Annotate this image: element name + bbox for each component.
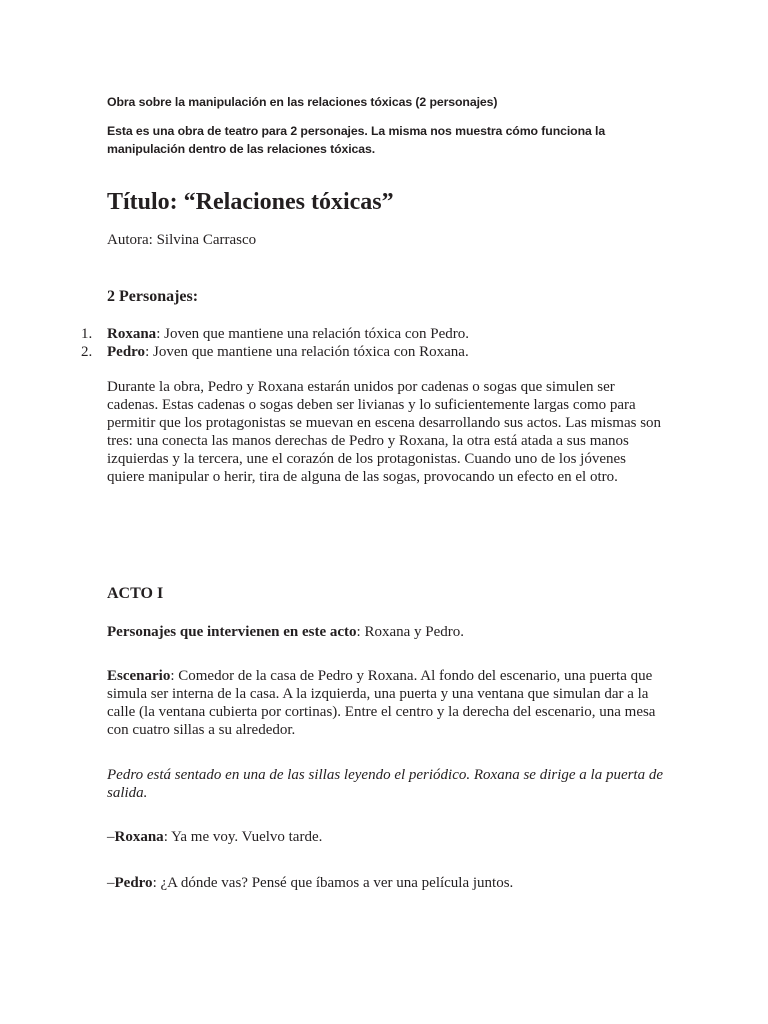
character-separator: : bbox=[156, 326, 165, 342]
character-name: Pedro bbox=[107, 344, 146, 360]
play-title: Título: “Relaciones tóxicas” bbox=[107, 189, 394, 215]
character-description: Joven que mantiene una relación tóxica con Pedro. bbox=[164, 326, 470, 342]
scene-label: Escenario bbox=[107, 668, 171, 684]
dialogue-speaker: Roxana bbox=[114, 829, 164, 845]
intro-title: Obra sobre la manipulación en las relaciones tóxicas (2 personajes) bbox=[107, 95, 498, 109]
dialogue-separator: : bbox=[152, 875, 161, 891]
list-number: 2. bbox=[81, 344, 93, 360]
play-author: Autora: Silvina Carrasco bbox=[107, 232, 257, 248]
scene-text: Comedor de la casa de Pedro y Roxana. Al fondo del escenario, una puerta que simula ser interna de la casa. A la izquierda, una puerta y una ventana que simulan dar a la calle (la ventana cubierta por cortinas). Entre el centro y la derecha del escenario, una mesa con cuatro sillas a su alrededor. bbox=[107, 668, 656, 738]
character-description: Joven que mantiene una relación tóxica con Roxana. bbox=[152, 344, 469, 360]
character-name: Roxana bbox=[107, 326, 157, 342]
act-scene bbox=[107, 667, 663, 739]
list-number: 1. bbox=[81, 326, 93, 342]
dialogue-dash: – bbox=[107, 829, 115, 845]
act-characters bbox=[107, 623, 464, 641]
act-heading: ACTO I bbox=[107, 585, 164, 602]
scene-separator: : bbox=[170, 668, 179, 684]
dialogue-line bbox=[107, 874, 513, 892]
dialogue-separator: : bbox=[163, 829, 172, 845]
character-separator: : bbox=[145, 344, 153, 360]
dialogue-line bbox=[107, 828, 322, 846]
character-item-pedro bbox=[81, 343, 469, 361]
dialogue-text: ¿A dónde vas? Pensé que íbamos a ver una película juntos. bbox=[160, 875, 514, 891]
characters-heading: 2 Personajes: bbox=[107, 288, 199, 305]
dialogue-dash: – bbox=[107, 875, 115, 891]
intro-description: Esta es una obra de teatro para 2 personajes. La misma nos muestra cómo funciona la manipulación dentro de las relaciones tóxicas. bbox=[107, 124, 606, 156]
act-characters-label: Personajes que intervienen en este acto bbox=[107, 624, 357, 640]
dialogue-text: Ya me voy. Vuelvo tarde. bbox=[171, 829, 323, 845]
act-characters-value: Roxana y Pedro. bbox=[364, 624, 465, 640]
character-item-roxana bbox=[81, 325, 470, 343]
dialogue-speaker: Pedro bbox=[114, 875, 153, 891]
stage-direction: Pedro está sentado en una de las sillas leyendo el periódico. Roxana se dirige a la puerta de salida. bbox=[107, 767, 664, 801]
play-description: Durante la obra, Pedro y Roxana estarán unidos por cadenas o sogas que simulen ser cadenas. Estas cadenas o sogas deben ser livianas y lo suficientemente largas como para permitir que los protagonistas se muevan en escena desarrollando sus actos. Las mismas son tres: una conecta las manos derechas de Pedro y Roxana, la otra está atada a sus manos izquierdas y la tercera, une el corazón de los protagonistas. Cuando uno de los jóvenes quiere manipular o herir, tira de alguna de las sogas, provocando un efecto en el otro. bbox=[107, 379, 662, 485]
characters-list bbox=[81, 325, 470, 361]
act-characters-separator: : bbox=[356, 624, 365, 640]
